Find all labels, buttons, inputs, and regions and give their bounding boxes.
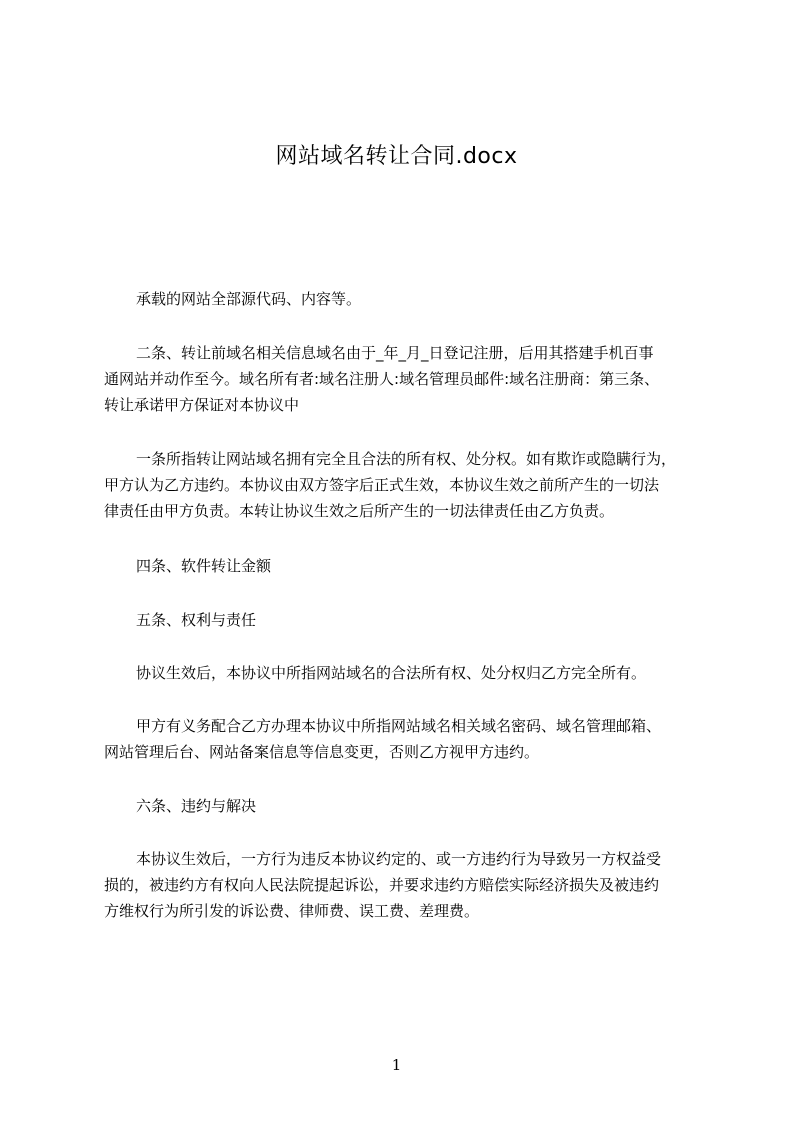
paragraph-line: 本协议生效后，一方行为违反本协议约定的、或一方违约行为导致另一方权益受 [136,850,662,868]
paragraph-line: 承载的网站全部源代码、内容等。 [136,290,362,308]
paragraph-7 [104,713,704,765]
paragraph-5 [104,607,704,633]
paragraph-2 [104,340,704,418]
paragraph-line: 损的，被违约方有权向人民法院提起诉讼，并要求违约方赔偿实际经济损失及被违约 [104,876,660,894]
paragraph-line: 通网站并动作至今。域名所有者:域名注册人:域名管理员邮件:域名注册商：第三条、 [104,370,660,388]
document-title: 网站域名转让合同.docx [275,144,518,169]
paragraph-1 [104,286,704,312]
paragraph-line: 转让承诺甲方保证对本协议中 [104,396,300,414]
paragraph-line: 五条、权利与责任 [136,611,257,629]
paragraph-4 [104,553,704,579]
paragraph-6 [104,660,704,686]
paragraph-line: 六条、违约与解决 [136,797,257,815]
paragraph-line: 网站管理后台、网站备案信息等信息变更，否则乙方视甲方违约。 [104,743,540,761]
paragraph-line: 律责任由甲方负责。本转让协议生效之后所产生的一切法律责任由乙方负责。 [104,502,615,520]
paragraph-3 [104,446,704,524]
paragraph-line: 协议生效后，本协议中所指网站域名的合法所有权、处分权归乙方完全所有。 [136,664,647,682]
paragraph-line: 甲方认为乙方违约。本协议由双方签字后正式生效，本协议生效之前所产生的一切法 [104,476,660,494]
paragraph-line: 方维权行为所引发的诉讼费、律师费、误工费、差理费。 [104,902,480,920]
paragraph-9 [104,846,704,924]
page-number: 1 [391,1056,402,1074]
paragraph-line: 一条所指转让网站域名拥有完全且合法的所有权、处分权。如有欺诈或隐瞒行为， [136,450,677,468]
paragraph-line: 甲方有义务配合乙方办理本协议中所指网站域名相关域名密码、域名管理邮箱、 [136,717,662,735]
paragraph-line: 四条、软件转让金额 [136,557,272,575]
paragraph-8 [104,793,704,819]
paragraph-line: 二条、转让前域名相关信息域名由于_年_月_日登记注册，后用其搭建手机百事 [136,344,654,362]
